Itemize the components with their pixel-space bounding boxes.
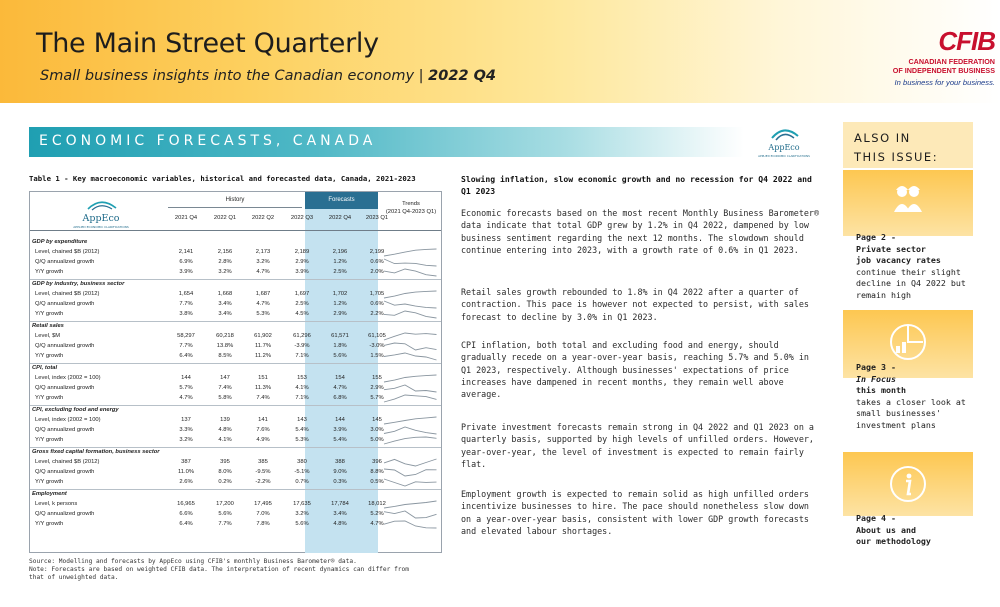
article-paragraph: Retail sales growth rebounded to 1.8% in Q4 2022 after a quarter of contraction. This pace is however not expected to persist, with sales forecast to decline by 3.0% in Q1 2023. bbox=[461, 287, 809, 322]
table-cell: 3.2% bbox=[295, 511, 309, 517]
page-header bbox=[0, 0, 1000, 103]
table-cell: 5.4% bbox=[295, 427, 309, 433]
table-cell: 6.9% bbox=[179, 259, 193, 265]
table-cell: 11.2% bbox=[254, 353, 271, 359]
table-cell: 147 bbox=[220, 375, 230, 381]
row-label: Y/Y growth bbox=[35, 479, 64, 485]
table-cell: -5.1% bbox=[294, 469, 310, 475]
row-label: Y/Y growth bbox=[35, 395, 64, 401]
also-in-this-issue-sidebar bbox=[843, 122, 1000, 552]
table-cell: 7.1% bbox=[295, 395, 309, 401]
table-cell: 7.1% bbox=[295, 353, 309, 359]
history-divider bbox=[168, 207, 302, 208]
row-label: Q/Q annualized growth bbox=[35, 469, 95, 475]
table-cell: 6.8% bbox=[333, 395, 347, 401]
table-cell: 11.0% bbox=[177, 469, 194, 475]
table-cell: 3.9% bbox=[295, 269, 309, 275]
table-cell: 3.4% bbox=[218, 301, 232, 307]
appeco-table-logo-icon bbox=[62, 196, 140, 230]
column-header: 2022 Q3 bbox=[290, 215, 314, 221]
table-cell: 4.8% bbox=[333, 521, 347, 527]
column-header: 2023 Q1 bbox=[365, 215, 389, 221]
table-cell: 61,105 bbox=[368, 333, 386, 339]
table-cell: 145 bbox=[372, 417, 382, 423]
table-cell: 154 bbox=[335, 375, 345, 381]
table-cell: 4.7% bbox=[256, 269, 270, 275]
row-label: Level, chained $B (2012) bbox=[35, 459, 100, 465]
table-cell: 2.8% bbox=[218, 259, 232, 265]
table-cell: 5.4% bbox=[333, 437, 347, 443]
table-cell: 2,173 bbox=[255, 249, 271, 255]
row-label: Y/Y growth bbox=[35, 269, 64, 275]
header-rule bbox=[30, 230, 441, 231]
table-cell: 4.7% bbox=[179, 395, 193, 401]
row-label: Level, k persons bbox=[35, 501, 78, 507]
row-label: Q/Q annualized growth bbox=[35, 301, 95, 307]
table-cell: 5.8% bbox=[218, 395, 232, 401]
table-cell: 395 bbox=[220, 459, 230, 465]
table-cell: 13.8% bbox=[216, 343, 234, 349]
table-cell: 2.2% bbox=[370, 311, 384, 317]
table-source: Source: Modelling and forecasts by AppEco using CFIB's monthly Business Barometer® data. Note: Forecasts are based on weighted CFIB data. The interpretation of recent dynamics can differ from that of unweighted data. bbox=[29, 558, 409, 581]
table-cell: 5.7% bbox=[370, 395, 384, 401]
table-title: Table 1 - Key macroeconomic variables, historical and forecasted data, Canada, 2021-2023 bbox=[29, 174, 416, 183]
table-cell: 4.7% bbox=[256, 301, 270, 307]
row-label: Level, $M bbox=[35, 333, 61, 339]
row-label: Q/Q annualized growth bbox=[35, 427, 95, 433]
data-table bbox=[29, 191, 442, 553]
workers-icon bbox=[843, 180, 973, 226]
table-cell: 5.6% bbox=[333, 353, 347, 359]
table-cell: 4.1% bbox=[295, 385, 309, 391]
row-label: Level, index (2002 = 100) bbox=[35, 375, 101, 381]
table-cell: 7.7% bbox=[179, 343, 193, 349]
column-header: 2021 Q4 bbox=[174, 215, 198, 221]
row-label: Level, chained $B (2012) bbox=[35, 249, 100, 255]
table-cell: 11.3% bbox=[254, 385, 271, 391]
table-cell: 1,687 bbox=[255, 291, 271, 297]
table-cell: -3.0% bbox=[369, 343, 385, 349]
trends-header: Trends (2021 Q4-2023 Q1) bbox=[385, 201, 437, 215]
table-cell: 17,784 bbox=[331, 501, 349, 507]
table-cell: 3.0% bbox=[370, 427, 384, 433]
section-rule bbox=[30, 321, 441, 322]
row-label: Y/Y growth bbox=[35, 311, 64, 317]
table-cell: 141 bbox=[258, 417, 268, 423]
chart-icon bbox=[843, 320, 973, 368]
table-cell: 7.7% bbox=[218, 521, 232, 527]
svg-text:AppEco: AppEco bbox=[768, 143, 800, 152]
cfib-logo-mark: CFIB bbox=[938, 26, 995, 56]
history-header: History bbox=[225, 197, 245, 203]
table-cell: 3.9% bbox=[179, 269, 193, 275]
table-cell: 7.6% bbox=[256, 427, 270, 433]
row-label: Q/Q annualized growth bbox=[35, 259, 95, 265]
table-cell: 2.0% bbox=[370, 269, 384, 275]
table-cell: 153 bbox=[297, 375, 307, 381]
table-cell: 7.4% bbox=[256, 395, 270, 401]
table-cell: 1.2% bbox=[333, 301, 347, 307]
table-cell: -2.2% bbox=[255, 479, 271, 485]
article-paragraph: Employment growth is expected to remain solid as high unfilled orders incentivize businesses to hire. The pace should nonetheless slow down on a year-over-year basis, consistent with lower GDP growth forecasts and elevated labour shortages. bbox=[461, 489, 809, 536]
table-cell: 5.6% bbox=[218, 511, 232, 517]
table-cell: 0.2% bbox=[218, 479, 232, 485]
table-cell: -9.5% bbox=[255, 469, 271, 475]
section-rule bbox=[30, 405, 441, 406]
article-paragraph: Private investment forecasts remain strong in Q4 2022 and Q1 2023 on a quarterly basis, supported by high levels of unfilled orders. However, year-over-year, the level of investment is expected to remain fairly flat. bbox=[461, 422, 814, 469]
table-cell: 3.2% bbox=[179, 437, 193, 443]
row-label: Level, index (2002 = 100) bbox=[35, 417, 101, 423]
section-rule bbox=[30, 279, 441, 280]
table-cell: 5.3% bbox=[256, 311, 270, 317]
table-cell: 387 bbox=[181, 459, 191, 465]
row-label: Q/Q annualized growth bbox=[35, 343, 95, 349]
table-cell: 6.6% bbox=[179, 511, 193, 517]
table-cell: 5.0% bbox=[370, 437, 384, 443]
appeco-table-logo bbox=[62, 196, 140, 230]
table-cell: 1.5% bbox=[370, 353, 384, 359]
table-cell: 3.2% bbox=[218, 269, 232, 275]
appeco-logo bbox=[758, 122, 810, 160]
table-cell: 5.3% bbox=[295, 437, 309, 443]
table-cell: 4.9% bbox=[256, 437, 270, 443]
sidebar-item-page-2[interactable] bbox=[843, 170, 973, 236]
article-paragraph: CPI inflation, both total and excluding food and energy, should gradually recede on a year-over-year basis, reaching 5.7% and 5.0% in Q1 2023, respectively. Although businesses' expectations of price increases have dampened in recent months, they remain well above average. bbox=[461, 340, 809, 400]
table-cell: 0.6% bbox=[370, 301, 384, 307]
table-cell: 155 bbox=[372, 375, 382, 381]
table-cell: 5.6% bbox=[295, 521, 309, 527]
table-cell: 2,141 bbox=[178, 249, 194, 255]
page-subtitle: Small business insights into the Canadian economy | 2022 Q4 bbox=[40, 68, 496, 84]
table-cell: 4.5% bbox=[295, 311, 309, 317]
cfib-logo-name: CANADIAN FEDERATION OF INDEPENDENT BUSINESS bbox=[892, 57, 995, 75]
row-label: Y/Y growth bbox=[35, 437, 64, 443]
table-cell: 6.4% bbox=[179, 521, 193, 527]
section-banner bbox=[29, 127, 744, 157]
table-cell: 58,297 bbox=[177, 333, 195, 339]
article-heading: Slowing inflation, slow economic growth and no recession for Q4 2022 and Q1 2023 bbox=[461, 174, 812, 196]
table-cell: 2,196 bbox=[332, 249, 348, 255]
info-icon bbox=[843, 464, 973, 508]
table-cell: 61,296 bbox=[293, 333, 311, 339]
table-cell: 1,702 bbox=[332, 291, 348, 297]
row-label: Y/Y growth bbox=[35, 353, 64, 359]
table-cell: 1,654 bbox=[178, 291, 194, 297]
svg-text:APPLIED ECONOMIC CLARIFICATION: APPLIED ECONOMIC CLARIFICATIONS bbox=[73, 225, 129, 229]
table-cell: 1.2% bbox=[333, 259, 347, 265]
forecast-column-background bbox=[305, 192, 378, 553]
row-label: Level, chained $B (2012) bbox=[35, 291, 100, 297]
sidebar-text-page-3[interactable]: Page 3 - In Focus this month takes a closer look at small businesses' investment plans bbox=[856, 362, 966, 430]
table-cell: 8.8% bbox=[370, 469, 384, 475]
table-cell: 18,012 bbox=[368, 501, 386, 507]
table-cell: -3.9% bbox=[294, 343, 310, 349]
table-cell: 4.7% bbox=[333, 385, 347, 391]
table-cell: 0.6% bbox=[370, 259, 384, 265]
table-cell: 3.8% bbox=[179, 311, 193, 317]
table-cell: 2.9% bbox=[370, 385, 384, 391]
table-cell: 2,189 bbox=[294, 249, 310, 255]
table-cell: 4.1% bbox=[218, 437, 232, 443]
table-cell: 0.3% bbox=[333, 479, 347, 485]
section-title: ECONOMIC FORECASTS, CANADA bbox=[39, 133, 377, 149]
table-cell: 61,571 bbox=[331, 333, 349, 339]
table-cell: 60,218 bbox=[216, 333, 234, 339]
table-cell: 2,199 bbox=[369, 249, 385, 255]
table-cell: 17,635 bbox=[293, 501, 311, 507]
table-cell: 6.4% bbox=[179, 353, 193, 359]
table-cell: 388 bbox=[335, 459, 345, 465]
table-cell: 144 bbox=[335, 417, 345, 423]
table-cell: 3.3% bbox=[179, 427, 193, 433]
table-cell: 2.6% bbox=[179, 479, 193, 485]
section-rule bbox=[30, 363, 441, 364]
table-cell: 3.4% bbox=[218, 311, 232, 317]
table-cell: 3.4% bbox=[333, 511, 347, 517]
table-cell: 1,668 bbox=[217, 291, 233, 297]
table-cell: 380 bbox=[297, 459, 307, 465]
table-cell: 8.0% bbox=[218, 469, 232, 475]
table-cell: 385 bbox=[258, 459, 268, 465]
table-cell: 1,697 bbox=[294, 291, 310, 297]
table-cell: 4.7% bbox=[370, 521, 384, 527]
table-cell: 5.2% bbox=[370, 511, 384, 517]
table-cell: 5.7% bbox=[179, 385, 193, 391]
table-cell: 9.0% bbox=[333, 469, 347, 475]
svg-text:AppEco: AppEco bbox=[82, 213, 120, 224]
table-cell: 61,902 bbox=[254, 333, 272, 339]
table-cell: 1.8% bbox=[333, 343, 347, 349]
column-header: 2022 Q4 bbox=[328, 215, 352, 221]
table-cell: 17,495 bbox=[254, 501, 272, 507]
table-cell: 2.5% bbox=[295, 301, 309, 307]
section-rule bbox=[30, 447, 441, 448]
table-cell: 143 bbox=[297, 417, 307, 423]
table-cell: 8.5% bbox=[218, 353, 232, 359]
table-cell: 144 bbox=[181, 375, 191, 381]
table-cell: 7.4% bbox=[218, 385, 232, 391]
table-cell: 11.7% bbox=[254, 343, 271, 349]
table-cell: 0.5% bbox=[370, 479, 384, 485]
table-cell: 16,965 bbox=[177, 501, 195, 507]
sidebar-text-page-4[interactable]: Page 4 - About us and our methodology bbox=[856, 513, 931, 547]
table-cell: 1,705 bbox=[369, 291, 385, 297]
table-cell: 2,156 bbox=[217, 249, 233, 255]
table-cell: 2.9% bbox=[295, 259, 309, 265]
cfib-tagline: In business for your business. bbox=[894, 78, 995, 87]
table-cell: 7.8% bbox=[256, 521, 270, 527]
table-cell: 17,200 bbox=[216, 501, 234, 507]
table-cell: 7.7% bbox=[179, 301, 193, 307]
forecasts-header: Forecasts bbox=[305, 192, 378, 209]
page-title: The Main Street Quarterly bbox=[36, 28, 379, 59]
row-label: Q/Q annualized growth bbox=[35, 511, 95, 517]
row-label: Q/Q annualized growth bbox=[35, 385, 95, 391]
table-cell: 2.9% bbox=[333, 311, 347, 317]
table-cell: 3.2% bbox=[256, 259, 270, 265]
row-label: Y/Y growth bbox=[35, 521, 64, 527]
table-cell: 396 bbox=[372, 459, 382, 465]
cfib-logo[interactable] bbox=[855, 28, 995, 94]
table-cell: 3.9% bbox=[333, 427, 347, 433]
table-cell: 151 bbox=[258, 375, 268, 381]
table-cell: 7.0% bbox=[256, 511, 270, 517]
sidebar-title: ALSO IN THIS ISSUE: bbox=[843, 122, 973, 168]
sidebar-item-page-4[interactable] bbox=[843, 452, 973, 516]
section-rule bbox=[30, 489, 441, 490]
svg-text:APPLIED ECONOMIC CLARIFICATION: APPLIED ECONOMIC CLARIFICATIONS bbox=[758, 154, 810, 158]
appeco-logo-icon bbox=[758, 122, 810, 160]
table-cell: 139 bbox=[220, 417, 230, 423]
table-cell: 137 bbox=[181, 417, 191, 423]
table-cell: 0.7% bbox=[295, 479, 309, 485]
sidebar-text-page-2[interactable]: Page 2 - Private sector job vacancy rates continue their slight decline in Q4 2022 but remain high bbox=[856, 232, 966, 300]
article-paragraph: Economic forecasts based on the most recent Monthly Business Barometer® data indicate that total GDP grew by 1.2% in Q4 2022, dampened by low business sentiment regarding the next 12 months. The slowdown should continue entering into 2023, with a growth rate of 0.6% in Q1 2023. bbox=[461, 208, 819, 255]
column-header: 2022 Q2 bbox=[251, 215, 275, 221]
table-cell: 2.5% bbox=[333, 269, 347, 275]
table-cell: 4.8% bbox=[218, 427, 232, 433]
column-header: 2022 Q1 bbox=[213, 215, 237, 221]
